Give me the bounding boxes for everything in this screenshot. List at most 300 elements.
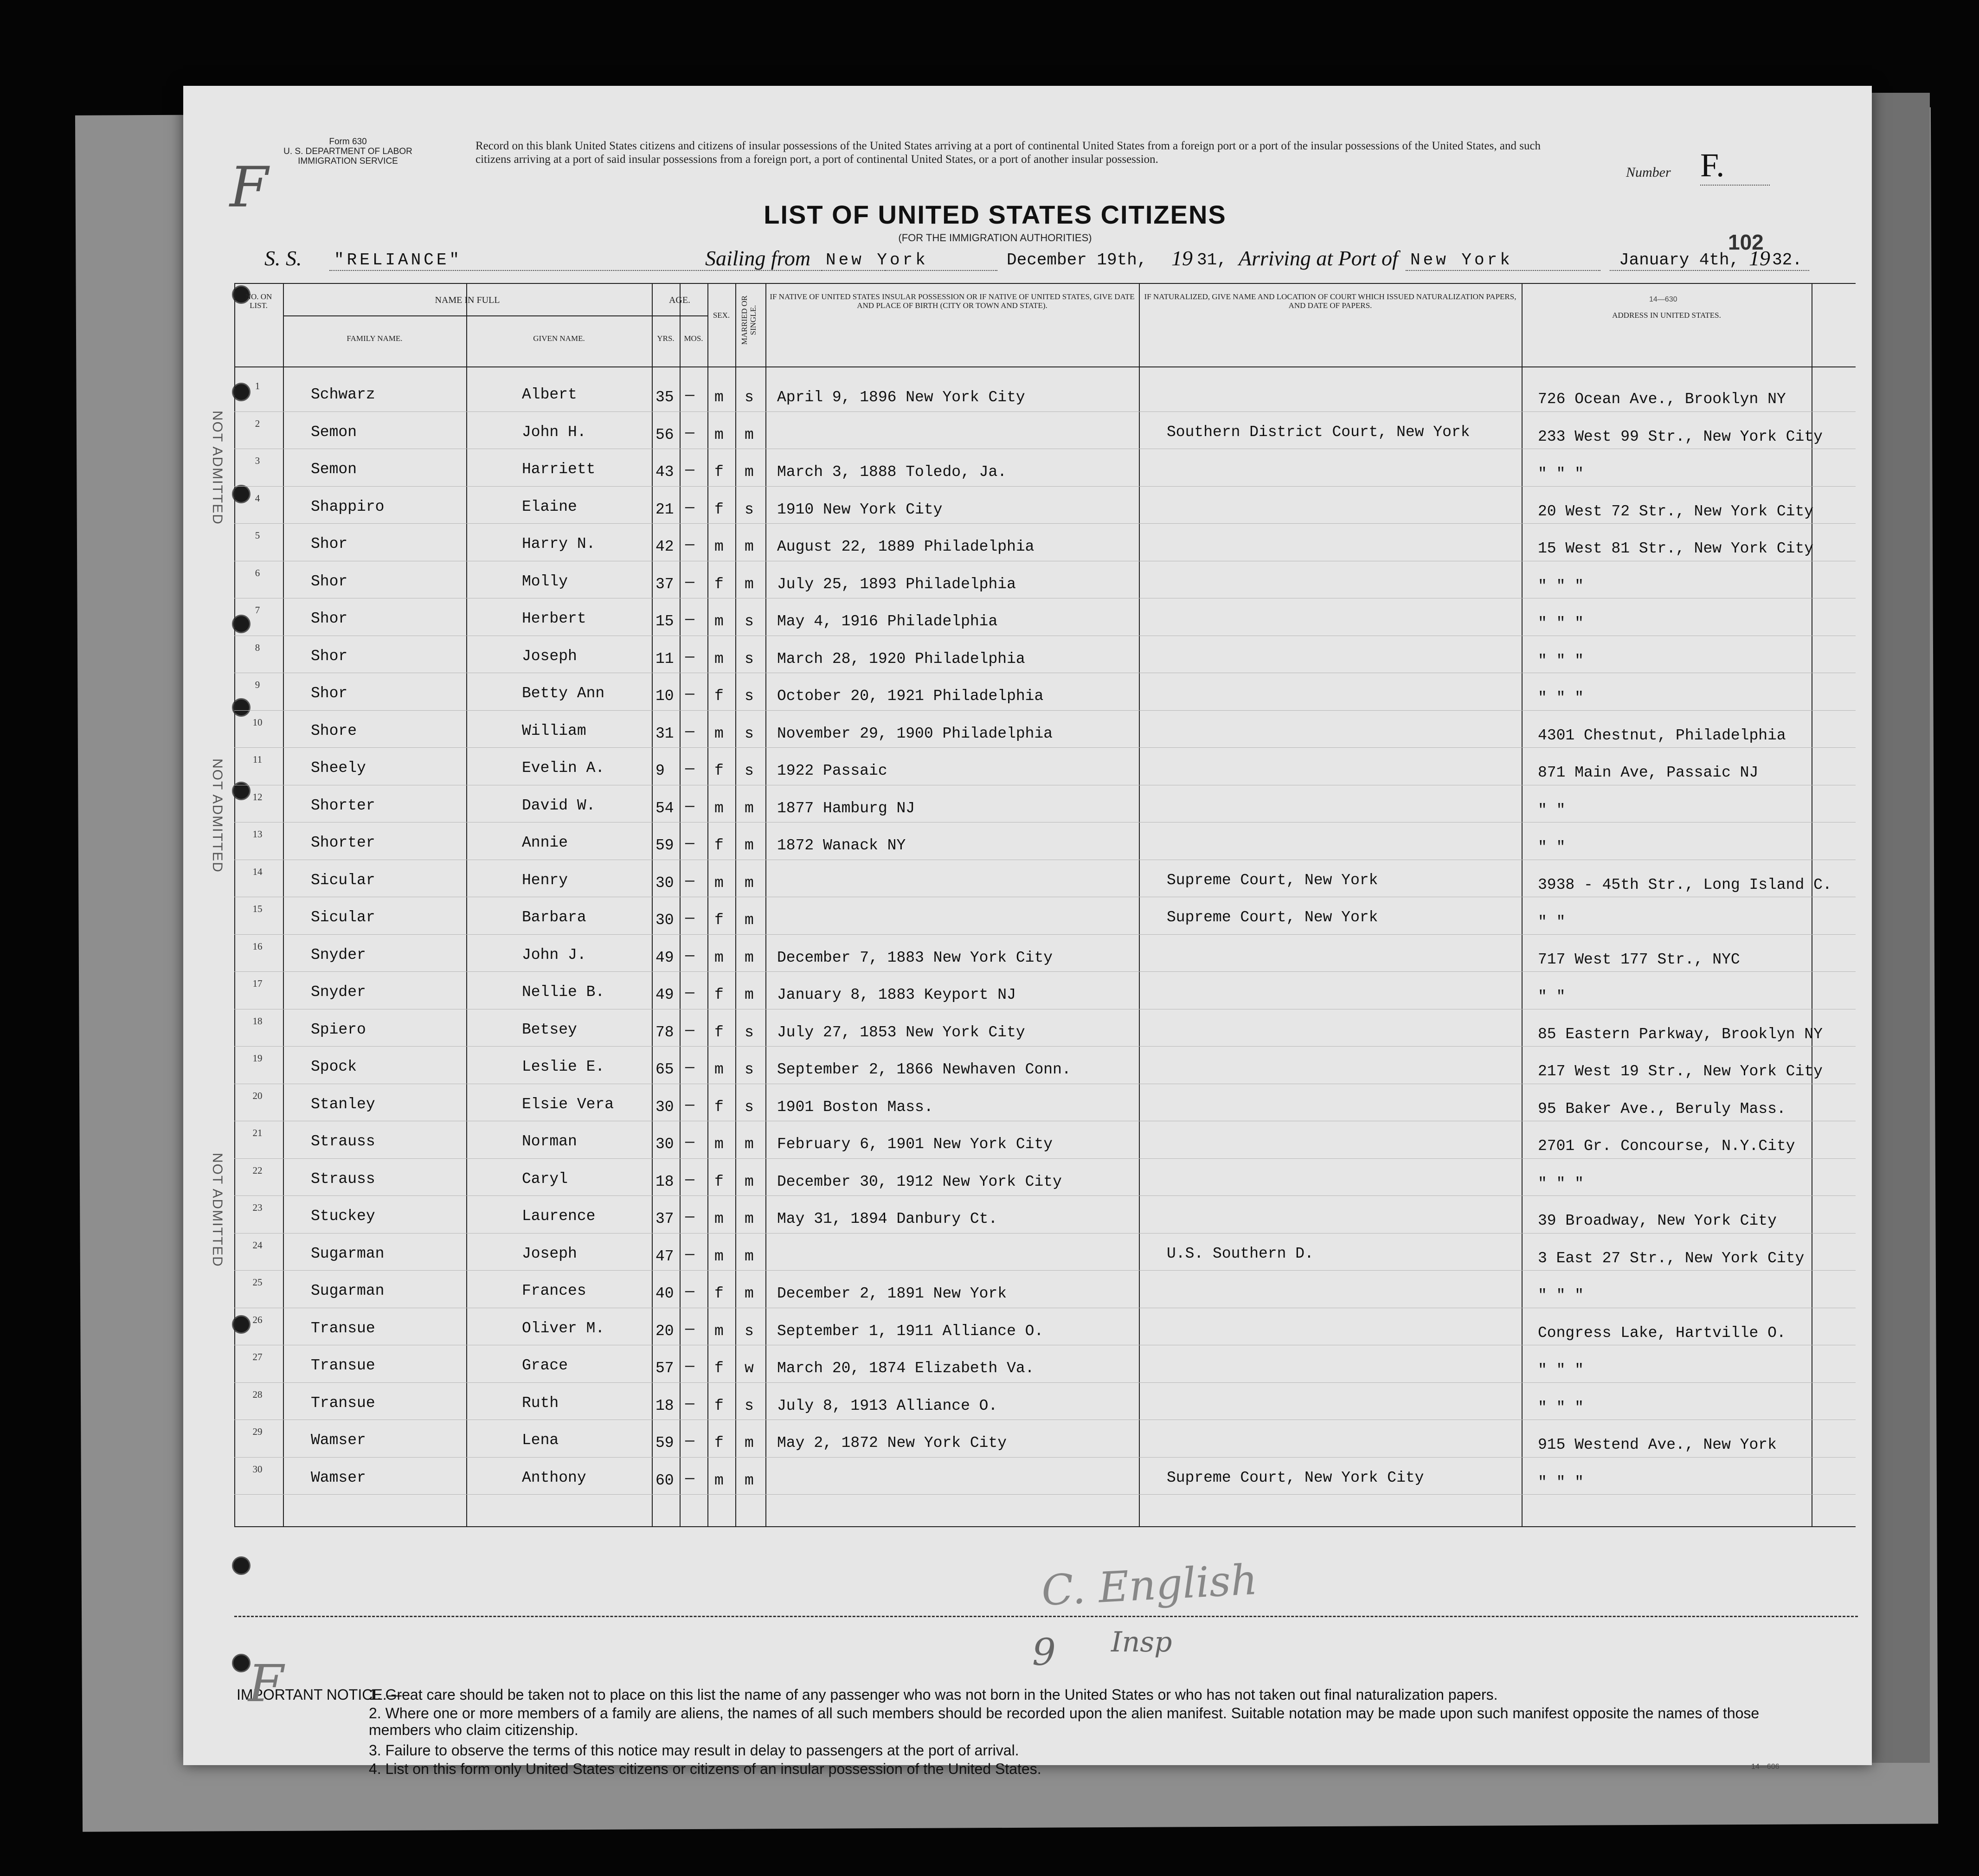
table-row: [234, 413, 1856, 451]
given-name: Barbara: [522, 909, 586, 926]
row-number: 12: [252, 791, 263, 803]
age-years: 60: [655, 1471, 674, 1489]
form-code-top: 14—630: [1649, 296, 1677, 303]
family-name: Sugarman: [311, 1282, 385, 1299]
page-stamp: 102: [1728, 230, 1764, 254]
us-address: " " ": [1538, 615, 1584, 632]
birth-info: May 4, 1916 Philadelphia: [777, 613, 998, 630]
table-row: [234, 1048, 1856, 1086]
age-years: 11: [655, 650, 674, 668]
birth-info: September 1, 1911 Alliance O.: [777, 1322, 1044, 1340]
notice-item-2: 2. Where one or more members of a family are aliens, the names of all such members should be recorded upon the alien manifest. Suitable notation may be made upon such manifest opposite the names of those members who claim citizenship.: [369, 1705, 1760, 1738]
marital-status: s: [745, 725, 754, 742]
table-row: [234, 861, 1856, 899]
table-row: [234, 600, 1856, 637]
row-number: 7: [255, 604, 260, 616]
sex: m: [714, 1322, 724, 1340]
header-given-name: GIVEN NAME.: [533, 334, 585, 343]
closing-line: [234, 1616, 1858, 1617]
header-no-on-list: NO. ON LIST.: [245, 292, 272, 310]
age-months-mark: —: [685, 1470, 694, 1487]
family-name: Wamser: [311, 1432, 366, 1449]
table-row: [234, 1011, 1856, 1048]
us-address: " " ": [1538, 1473, 1584, 1491]
row-number: 6: [255, 567, 260, 578]
us-address: " ": [1538, 988, 1566, 1005]
us-address: Congress Lake, Hartville O.: [1538, 1324, 1786, 1342]
passenger-table: [234, 283, 1856, 1533]
sex: f: [714, 912, 724, 929]
row-number: 8: [255, 642, 260, 653]
family-name: Snyder: [311, 983, 366, 1001]
us-address: 85 Eastern Parkway, Brooklyn NY: [1538, 1025, 1823, 1043]
age-years: 40: [655, 1285, 674, 1302]
given-name: Annie: [522, 834, 568, 851]
given-name: William: [522, 722, 586, 739]
sex: f: [714, 1023, 724, 1041]
age-years: 42: [655, 538, 674, 555]
inspector-signature: C. English: [1040, 1555, 1259, 1616]
naturalization-court: Supreme Court, New York: [1167, 909, 1378, 926]
from-port: New York: [826, 251, 928, 270]
sex: f: [714, 1285, 724, 1302]
given-name: Frances: [522, 1282, 586, 1299]
row-number: 17: [252, 978, 263, 989]
given-name: Betty Ann: [522, 685, 605, 702]
sex: m: [714, 538, 724, 555]
row-number: 27: [252, 1351, 263, 1362]
notice-item-1: 1. Great care should be taken not to place on this list the name of any passenger who was not born in the United States or who has not taken out final naturalization papers.: [369, 1686, 1498, 1703]
given-name: Betsey: [522, 1021, 577, 1038]
age-months-mark: —: [685, 1022, 694, 1039]
us-address: " " ": [1538, 1362, 1584, 1379]
side-stamp: NOT ADMITTED: [210, 1153, 225, 1267]
age-years: 30: [655, 874, 674, 892]
family-name: Shor: [311, 685, 348, 702]
marital-status: m: [745, 538, 754, 555]
age-months-mark: —: [685, 648, 694, 666]
side-stamp: NOT ADMITTED: [210, 758, 225, 873]
header-naturalized: IF NATURALIZED, GIVE NAME AND LOCATION OF COURT WHICH ISSUED NATURALIZATION PAPERS, AND DATE OF PAPERS.: [1144, 292, 1516, 310]
sex: f: [714, 501, 724, 518]
age-years: 49: [655, 986, 674, 1003]
given-name: Albert: [522, 386, 577, 403]
us-address: " " ": [1538, 1175, 1584, 1192]
us-address: 20 West 72 Str., New York City: [1538, 502, 1814, 520]
departure-year-prefix: 19: [1171, 246, 1193, 270]
punch-hole: [232, 1654, 251, 1672]
handwritten-f-bottom: F: [248, 1654, 284, 1713]
naturalization-court: Southern District Court, New York: [1167, 423, 1470, 441]
sailing-from-label: Sailing from: [705, 246, 811, 270]
row-number: 5: [255, 530, 260, 541]
header-name-in-full: NAME IN FULL: [435, 295, 500, 305]
age-years: 18: [655, 1173, 674, 1190]
us-address: 217 West 19 Str., New York City: [1538, 1063, 1823, 1080]
given-name: Elaine: [522, 498, 577, 515]
age-months-mark: —: [685, 1320, 694, 1338]
us-address: 871 Main Ave, Passaic NJ: [1538, 764, 1759, 781]
table-row: [234, 1160, 1856, 1198]
naturalization-court: Supreme Court, New York City: [1167, 1469, 1424, 1486]
age-months-mark: —: [685, 947, 694, 964]
birth-info: 1910 New York City: [777, 501, 943, 518]
family-name: Strauss: [311, 1133, 375, 1150]
given-name: Grace: [522, 1357, 568, 1374]
table-row: [234, 488, 1856, 526]
table-row: [234, 1310, 1856, 1347]
sex: f: [714, 837, 724, 854]
birth-info: 1872 Wanack NY: [777, 837, 906, 854]
service-name: IMMIGRATION SERVICE: [298, 156, 398, 166]
age-months-mark: —: [685, 462, 694, 479]
table-row: [234, 1197, 1856, 1235]
handwritten-f: F: [230, 155, 269, 220]
family-name: Shore: [311, 722, 357, 739]
age-years: 78: [655, 1023, 674, 1041]
age-years: 65: [655, 1061, 674, 1078]
us-address: 4301 Chestnut, Philadelphia: [1538, 726, 1786, 744]
age-months-mark: —: [685, 1208, 694, 1226]
table-row: [234, 1123, 1856, 1160]
family-name: Transue: [311, 1319, 375, 1337]
age-years: 31: [655, 725, 674, 742]
given-name: Caryl: [522, 1170, 568, 1188]
age-years: 57: [655, 1360, 674, 1377]
form-code-bottom: 14—606: [1751, 1763, 1780, 1771]
family-name: Transue: [311, 1394, 375, 1412]
sex: m: [714, 949, 724, 966]
given-name: Molly: [522, 572, 568, 590]
row-number: 3: [255, 455, 260, 466]
age-years: 9: [655, 762, 665, 779]
age-months-mark: —: [685, 1246, 694, 1263]
marital-status: w: [745, 1360, 754, 1377]
page-subtitle: (FOR THE IMMIGRATION AUTHORITIES): [898, 232, 1092, 244]
us-address: 717 West 177 Str., NYC: [1538, 951, 1740, 968]
arrival-port: New York: [1410, 251, 1513, 270]
row-number: 13: [252, 829, 263, 840]
age-years: 35: [655, 389, 674, 406]
table-row: [234, 1421, 1856, 1459]
marital-status: s: [745, 389, 754, 406]
family-name: Sheely: [311, 759, 366, 777]
department-name: U. S. DEPARTMENT OF LABOR: [283, 147, 412, 156]
row-number: 16: [252, 940, 263, 952]
given-name: Nellie B.: [522, 983, 605, 1001]
manifest-sheet: [183, 86, 1872, 1777]
marital-status: m: [745, 575, 754, 593]
sex: f: [714, 575, 724, 593]
sex: m: [714, 1210, 724, 1227]
family-name: Shorter: [311, 834, 375, 851]
row-number: 15: [252, 903, 263, 914]
notice-heading: IMPORTANT NOTICE.—: [237, 1686, 402, 1703]
birth-info: December 2, 1891 New York: [777, 1285, 1007, 1302]
given-name: Oliver M.: [522, 1319, 605, 1337]
age-years: 18: [655, 1397, 674, 1414]
us-address: " " ": [1538, 689, 1584, 707]
family-name: Schwarz: [311, 386, 375, 403]
birth-info: October 20, 1921 Philadelphia: [777, 687, 1044, 705]
us-address: " " ": [1538, 1287, 1584, 1304]
marital-status: m: [745, 949, 754, 966]
family-name: Transue: [311, 1357, 375, 1374]
marital-status: m: [745, 463, 754, 481]
birth-info: 1877 Hamburg NJ: [777, 799, 915, 817]
age-months-mark: —: [685, 611, 694, 628]
marital-status: m: [745, 1173, 754, 1190]
number-value: F.: [1700, 146, 1770, 186]
given-name: Herbert: [522, 610, 586, 627]
birth-info: July 27, 1853 New York City: [777, 1023, 1025, 1041]
age-months-mark: —: [685, 1395, 694, 1413]
given-name: Evelin A.: [522, 759, 605, 777]
header-address: ADDRESS IN UNITED STATES.: [1612, 311, 1721, 320]
given-name: Elsie Vera: [522, 1095, 614, 1113]
marital-status: s: [745, 613, 754, 630]
table-row: [234, 824, 1856, 861]
sex: m: [714, 874, 724, 892]
family-name: Stuckey: [311, 1208, 375, 1225]
family-name: Shorter: [311, 797, 375, 814]
row-number: 29: [252, 1426, 263, 1437]
header-yrs: YRS.: [657, 334, 675, 343]
us-address: " ": [1538, 801, 1566, 819]
age-months-mark: —: [685, 1059, 694, 1076]
number-label: Number: [1626, 165, 1671, 180]
age-months-mark: —: [685, 910, 694, 927]
age-years: 37: [655, 575, 674, 593]
table-row: [234, 973, 1856, 1011]
us-address: 726 Ocean Ave., Brooklyn NY: [1538, 391, 1786, 408]
age-years: 37: [655, 1210, 674, 1227]
age-years: 56: [655, 426, 674, 443]
row-number: 20: [252, 1090, 263, 1101]
marital-status: m: [745, 1434, 754, 1452]
row-number: 18: [252, 1015, 263, 1027]
age-months-mark: —: [685, 1283, 694, 1300]
header-married-single: MARRIED OR SINGLE.: [740, 295, 758, 345]
notice-item-3: 3. Failure to observe the terms of this notice may result in delay to passengers at the port of arrival.: [369, 1742, 1019, 1759]
family-name: Shor: [311, 647, 348, 665]
departure-date: December 19th,: [1007, 251, 1147, 270]
age-months-mark: —: [685, 984, 694, 1002]
form-header: [264, 137, 431, 166]
given-name: Anthony: [522, 1469, 586, 1486]
arrival-year-prefix: 19: [1749, 246, 1770, 270]
age-years: 59: [655, 837, 674, 854]
sex: f: [714, 762, 724, 779]
age-years: 20: [655, 1322, 674, 1340]
marital-status: m: [745, 1471, 754, 1489]
table-row: [234, 450, 1856, 488]
family-name: Spock: [311, 1058, 357, 1075]
age-months-mark: —: [685, 872, 694, 890]
birth-info: March 20, 1874 Elizabeth Va.: [777, 1360, 1034, 1377]
row-number: 2: [255, 418, 260, 429]
age-years: 30: [655, 912, 674, 929]
age-months-mark: —: [685, 1096, 694, 1114]
us-address: 39 Broadway, New York City: [1538, 1212, 1777, 1229]
sex: m: [714, 725, 724, 742]
departure-year: 31,: [1197, 251, 1227, 270]
birth-info: November 29, 1900 Philadelphia: [777, 725, 1053, 742]
marital-status: m: [745, 426, 754, 443]
ss-label: S. S.: [264, 246, 302, 270]
age-months-mark: —: [685, 760, 694, 777]
us-address: " " ": [1538, 465, 1584, 482]
table-row: [234, 1347, 1856, 1384]
row-number: 25: [252, 1277, 263, 1288]
age-months-mark: —: [685, 387, 694, 404]
given-name: Henry: [522, 871, 568, 889]
sex: m: [714, 799, 724, 817]
birth-info: August 22, 1889 Philadelphia: [777, 538, 1034, 555]
family-name: Sicular: [311, 909, 375, 926]
age-months-mark: —: [685, 1433, 694, 1450]
family-name: Stanley: [311, 1095, 375, 1113]
marital-status: m: [745, 799, 754, 817]
us-address: 15 West 81 Str., New York City: [1538, 540, 1814, 557]
header-birth: IF NATIVE OF UNITED STATES INSULAR POSSESSION OR IF NATIVE OF UNITED STATES, GIVE DATE AND PLACE OF BIRTH (CITY OR TOWN AND STATE).: [770, 292, 1135, 310]
sex: m: [714, 1061, 724, 1078]
sex: f: [714, 1397, 724, 1414]
us-address: " " ": [1538, 1399, 1584, 1416]
marital-status: m: [745, 1285, 754, 1302]
age-months-mark: —: [685, 1358, 694, 1375]
given-name: Joseph: [522, 647, 577, 665]
birth-info: April 9, 1896 New York City: [777, 389, 1025, 406]
age-months-mark: —: [685, 797, 694, 815]
header-mos: MOS.: [684, 334, 703, 343]
marital-status: m: [745, 837, 754, 854]
age-months-mark: —: [685, 1171, 694, 1189]
marital-status: m: [745, 912, 754, 929]
age-years: 43: [655, 463, 674, 481]
us-address: 2701 Gr. Concourse, N.Y.City: [1538, 1137, 1795, 1155]
sex: m: [714, 650, 724, 668]
table-row: [234, 712, 1856, 750]
family-name: Semon: [311, 461, 357, 478]
table-row: [234, 1272, 1856, 1310]
table-row: [234, 899, 1856, 936]
age-years: 10: [655, 687, 674, 705]
given-name: Leslie E.: [522, 1058, 605, 1075]
age-years: 15: [655, 613, 674, 630]
marital-status: s: [745, 1061, 754, 1078]
birth-info: July 8, 1913 Alliance O.: [777, 1397, 998, 1414]
us-address: 3 East 27 Str., New York City: [1538, 1249, 1805, 1267]
row-number: 30: [252, 1463, 263, 1475]
us-address: 3938 - 45th Str., Long Island C.: [1538, 876, 1832, 893]
age-years: 30: [655, 1136, 674, 1153]
marital-status: s: [745, 501, 754, 518]
sex: m: [714, 1471, 724, 1489]
table-row: [234, 1459, 1856, 1497]
birth-info: September 2, 1866 Newhaven Conn.: [777, 1061, 1071, 1078]
row-number: 1: [255, 380, 260, 392]
table-row: [234, 675, 1856, 712]
birth-info: March 3, 1888 Toledo, Ja.: [777, 463, 1007, 481]
us-address: 233 West 99 Str., New York City: [1538, 428, 1823, 445]
family-name: Strauss: [311, 1170, 375, 1188]
sex: f: [714, 1098, 724, 1116]
given-name: Harriett: [522, 461, 596, 478]
family-name: Shor: [311, 535, 348, 553]
age-months-mark: —: [685, 686, 694, 703]
birth-info: 1922 Passaic: [777, 762, 887, 779]
us-address: 915 Westend Ave., New York: [1538, 1436, 1777, 1453]
marital-status: m: [745, 1210, 754, 1227]
row-number: 9: [255, 679, 260, 690]
table-row: [234, 1384, 1856, 1422]
signature-title: Insp: [1111, 1626, 1172, 1658]
row-number: 22: [252, 1164, 263, 1176]
age-months-mark: —: [685, 536, 694, 553]
marital-status: s: [745, 1322, 754, 1340]
us-address: " ": [1538, 839, 1566, 856]
marital-status: m: [745, 1247, 754, 1265]
table-row: [234, 563, 1856, 600]
table-row: [234, 1235, 1856, 1272]
row-number: 28: [252, 1388, 263, 1400]
row-number: 11: [252, 754, 263, 765]
sex: f: [714, 1434, 724, 1452]
table-row: [234, 376, 1856, 413]
page-title: LIST OF UNITED STATES CITIZENS: [764, 200, 1227, 229]
age-years: 59: [655, 1434, 674, 1452]
age-months-mark: —: [685, 499, 694, 516]
marital-status: m: [745, 986, 754, 1003]
row-number: 26: [252, 1314, 263, 1325]
given-name: John H.: [522, 423, 586, 441]
header-sex: SEX.: [713, 311, 730, 320]
sex: f: [714, 1173, 724, 1190]
header-family-name: FAMILY NAME.: [347, 334, 403, 343]
table-row: [234, 749, 1856, 787]
table-row: [234, 1086, 1856, 1123]
sex: f: [714, 463, 724, 481]
given-name: Harry N.: [522, 535, 596, 553]
arriving-label: Arriving at Port of: [1239, 246, 1398, 270]
birth-info: March 28, 1920 Philadelphia: [777, 650, 1025, 668]
table-row: [234, 936, 1856, 974]
family-name: Shor: [311, 572, 348, 590]
family-name: Sugarman: [311, 1245, 385, 1262]
birth-info: December 30, 1912 New York City: [777, 1173, 1062, 1190]
punch-hole: [232, 1556, 251, 1575]
naturalization-court: U.S. Southern D.: [1167, 1245, 1314, 1262]
us-address: " ": [1538, 913, 1566, 931]
marital-status: s: [745, 650, 754, 668]
sex: m: [714, 426, 724, 443]
sex: f: [714, 1360, 724, 1377]
row-number: 23: [252, 1202, 263, 1213]
arrival-year: 32.: [1772, 251, 1802, 270]
sex: m: [714, 613, 724, 630]
age-months-mark: —: [685, 1134, 694, 1151]
family-name: Wamser: [311, 1469, 366, 1486]
arrival-date: January 4th,: [1619, 251, 1740, 270]
marital-status: m: [745, 874, 754, 892]
marital-status: s: [745, 1023, 754, 1041]
age-months-mark: —: [685, 723, 694, 740]
age-years: 54: [655, 799, 674, 817]
row-number: 19: [252, 1053, 263, 1064]
family-name: Sicular: [311, 871, 375, 889]
family-name: Semon: [311, 423, 357, 441]
